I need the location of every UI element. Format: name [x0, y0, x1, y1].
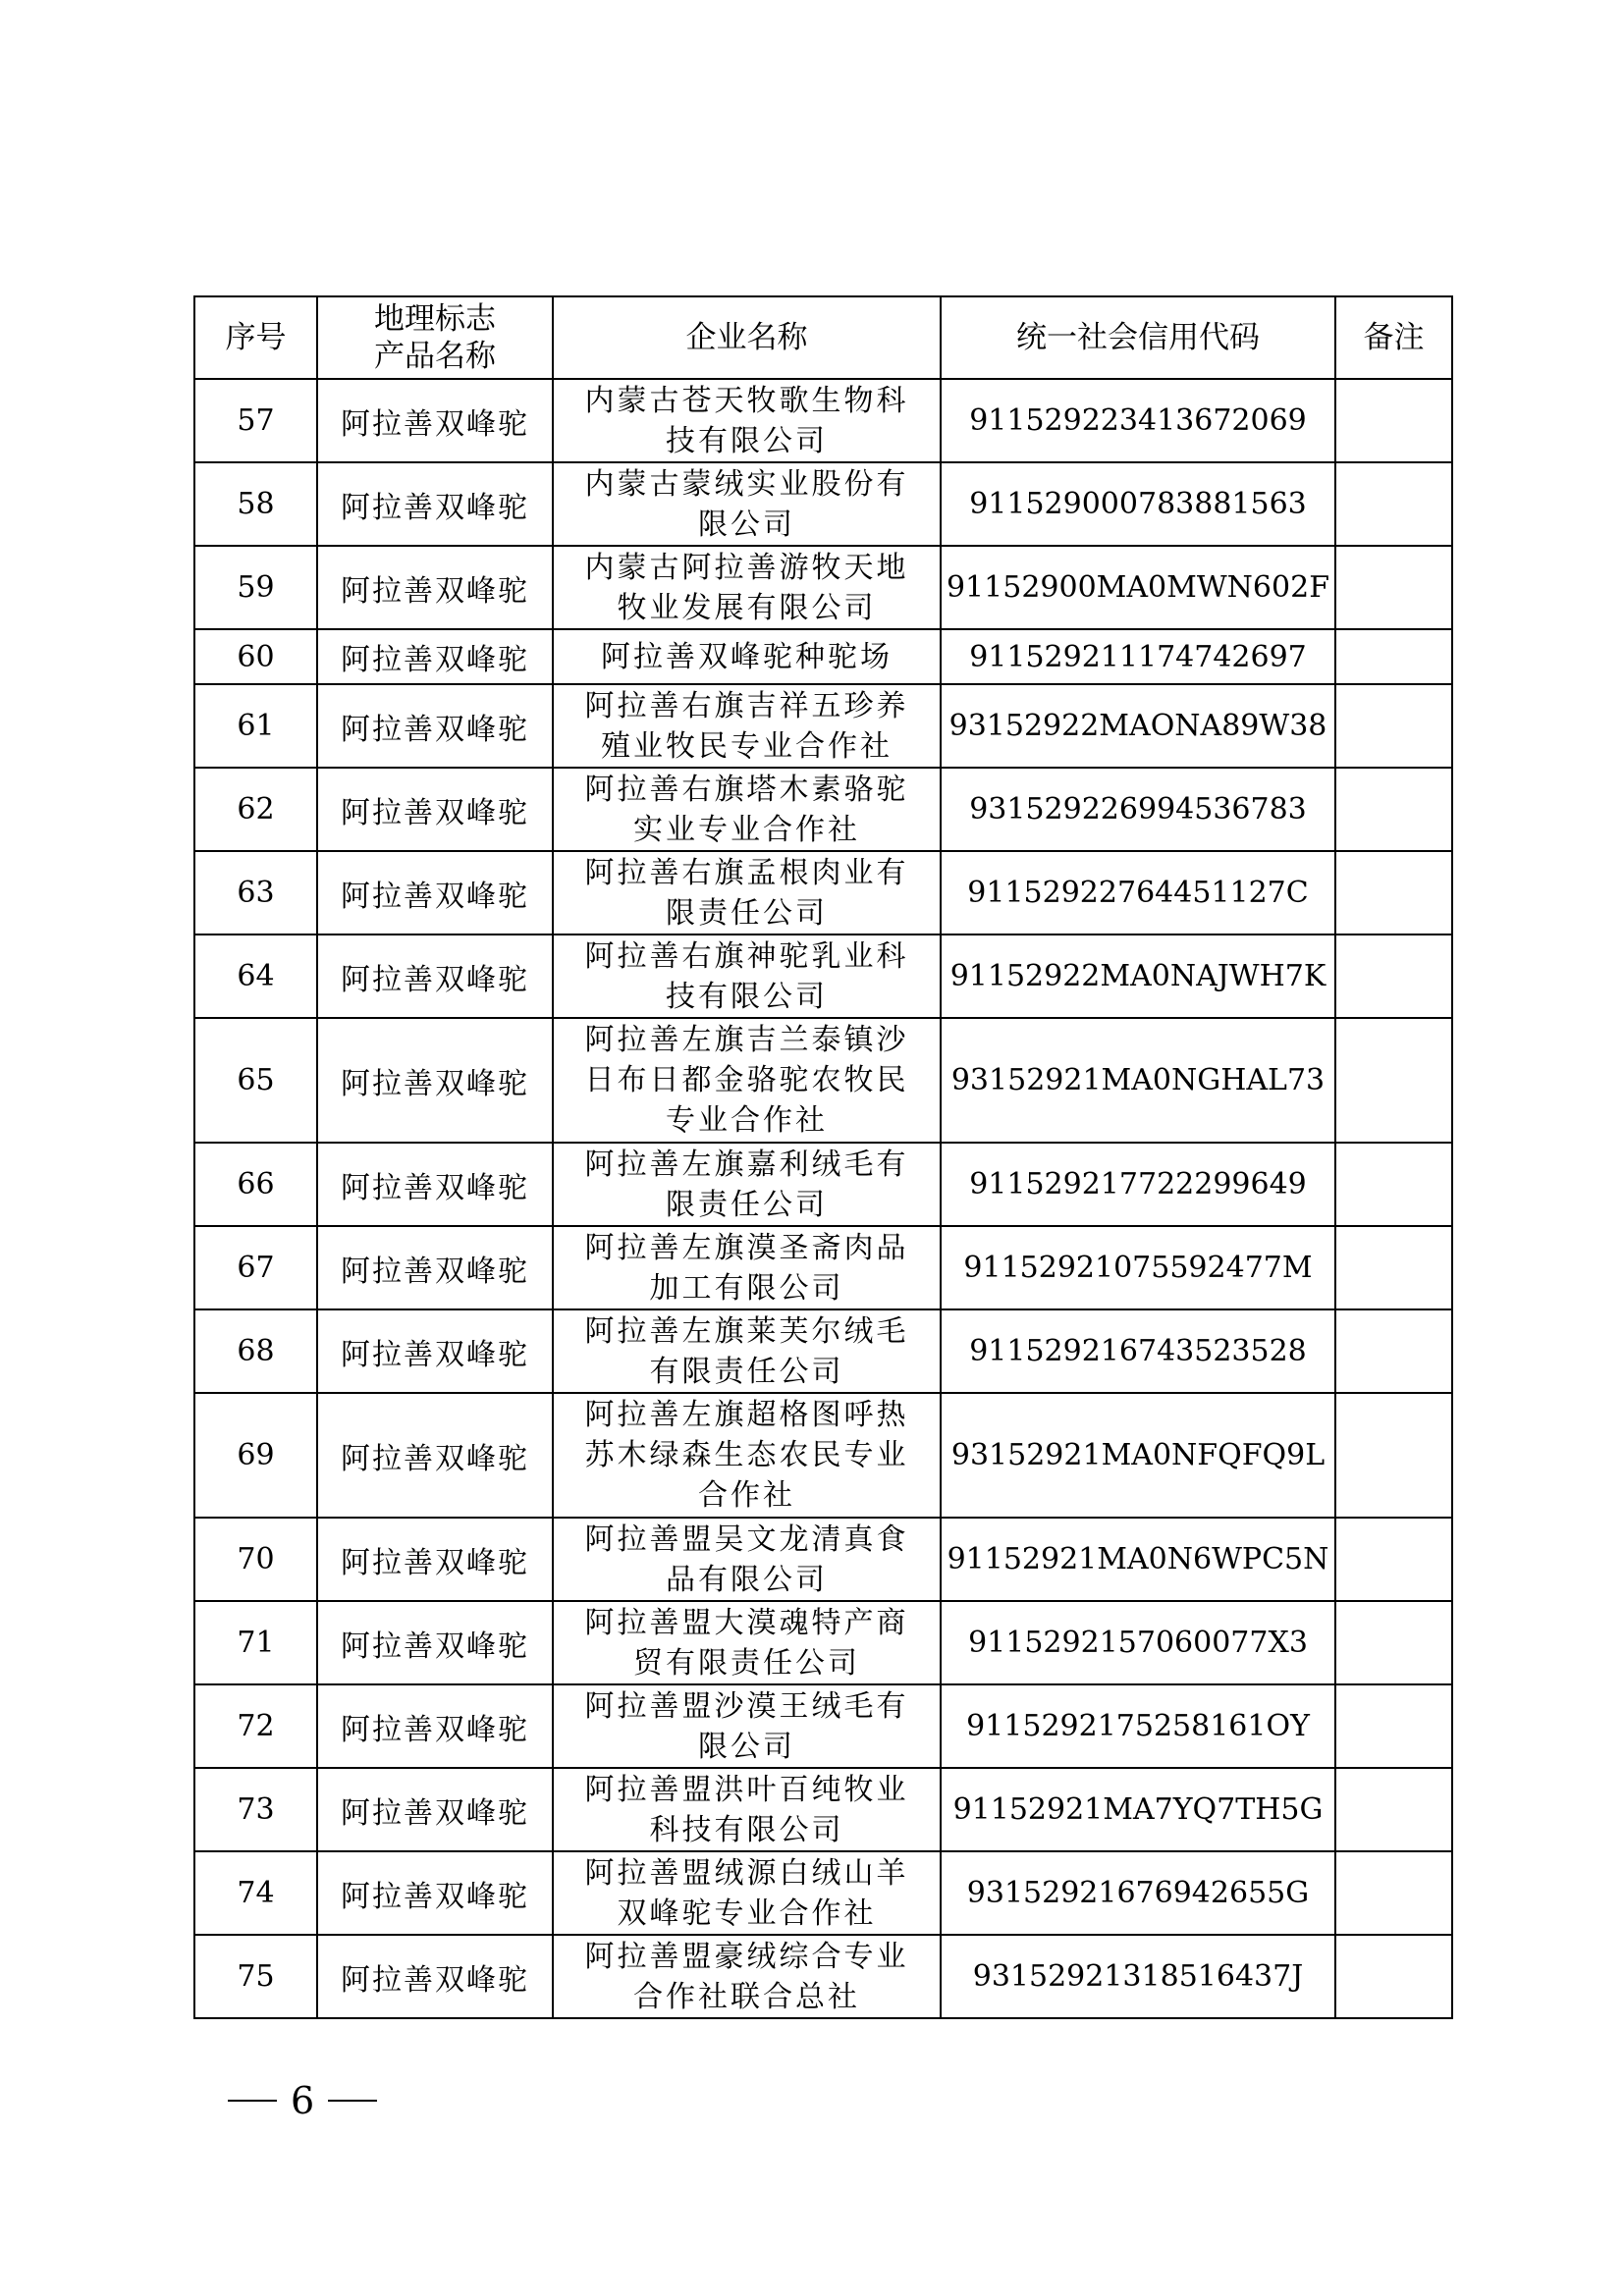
table-body: [194, 379, 1452, 2018]
company-name-line: 品有限公司: [666, 1562, 828, 1597]
company-name-line: 阿拉善左旗吉兰泰镇沙: [584, 1023, 909, 1057]
table-row: [194, 546, 1452, 629]
table-row: [194, 851, 1452, 934]
company-name-line: 实业专业合作社: [633, 812, 860, 847]
company-name-line: 阿拉善盟豪绒综合专业: [584, 1939, 909, 1974]
row-product: 阿拉善双峰驼: [317, 851, 553, 934]
company-name-line: 限公司: [698, 507, 795, 542]
row-company-name: [553, 1601, 941, 1684]
company-name-line: 阿拉善右旗吉祥五珍养: [584, 688, 909, 723]
company-name-line: 限责任公司: [666, 1187, 828, 1222]
row-credit-code: 91152900MA0MWN602F: [941, 546, 1335, 629]
row-note: [1335, 934, 1452, 1018]
row-company-name: [553, 684, 941, 768]
row-company-name: [553, 1143, 941, 1226]
row-company-name: [553, 1226, 941, 1309]
row-seq: 61: [194, 684, 317, 768]
row-product: 阿拉善双峰驼: [317, 768, 553, 851]
company-name-line: 阿拉善盟绒源白绒山羊: [584, 1855, 909, 1891]
row-note: [1335, 546, 1452, 629]
row-company-name: [553, 1684, 941, 1768]
row-credit-code: 9115292157060077X3: [941, 1601, 1335, 1684]
company-name-line: 专业合作社: [666, 1103, 828, 1138]
row-credit-code: 911529217722299649: [941, 1143, 1335, 1226]
company-name-line: 阿拉善左旗漠圣斋肉品: [584, 1230, 909, 1265]
row-credit-code: 911529223413672069: [941, 379, 1335, 462]
row-credit-code: 911529216743523528: [941, 1309, 1335, 1393]
company-name-line: 贸有限责任公司: [633, 1645, 860, 1681]
table-row: [194, 1684, 1452, 1768]
row-note: [1335, 851, 1452, 934]
row-seq: 71: [194, 1601, 317, 1684]
row-seq: 69: [194, 1393, 317, 1518]
row-product: 阿拉善双峰驼: [317, 1393, 553, 1518]
company-name-line: 内蒙古苍天牧歌生物科: [584, 383, 909, 418]
row-seq: 70: [194, 1518, 317, 1601]
row-credit-code: 93152922MAONA89W38: [941, 684, 1335, 768]
footer-dash-left: [228, 2100, 277, 2102]
row-note: [1335, 768, 1452, 851]
row-product: 阿拉善双峰驼: [317, 629, 553, 684]
table-row: [194, 1309, 1452, 1393]
company-name-line: 殖业牧民专业合作社: [601, 728, 893, 764]
table-row: [194, 379, 1452, 462]
row-product: 阿拉善双峰驼: [317, 1684, 553, 1768]
row-note: [1335, 1226, 1452, 1309]
table-row: [194, 1226, 1452, 1309]
header-product-line1: 地理标志: [374, 301, 496, 337]
company-name-line: 限公司: [698, 1729, 795, 1764]
company-name-line: 阿拉善盟沙漠王绒毛有: [584, 1688, 909, 1724]
row-credit-code: 931529226994536783: [941, 768, 1335, 851]
company-name-line: 有限责任公司: [649, 1354, 844, 1389]
row-credit-code: 93152921MA0NGHAL73: [941, 1018, 1335, 1143]
company-name-line: 苏木绿森生态农民专业: [584, 1438, 909, 1472]
enterprise-table: [193, 295, 1453, 2019]
row-credit-code: 91152921075592477M: [941, 1226, 1335, 1309]
table-row: [194, 934, 1452, 1018]
row-note: [1335, 1143, 1452, 1226]
row-seq: 72: [194, 1684, 317, 1768]
company-name-line: 阿拉善左旗莱芙尔绒毛: [584, 1313, 909, 1349]
row-note: [1335, 1601, 1452, 1684]
table-row: [194, 1601, 1452, 1684]
company-name-line: 阿拉善盟吴文龙清真食: [584, 1522, 909, 1557]
company-name-line: 合作社: [698, 1478, 795, 1513]
row-product: 阿拉善双峰驼: [317, 546, 553, 629]
row-note: [1335, 1768, 1452, 1851]
row-company-name: [553, 1393, 941, 1518]
company-name-line: 阿拉善双峰驼种驼场: [601, 639, 893, 674]
header-product: [317, 296, 553, 379]
row-note: [1335, 462, 1452, 546]
row-seq: 73: [194, 1768, 317, 1851]
table-row: [194, 1768, 1452, 1851]
header-note: 备注: [1335, 296, 1452, 379]
company-name-line: 日布日都金骆驼农牧民: [584, 1063, 909, 1097]
row-seq: 63: [194, 851, 317, 934]
table-row: [194, 462, 1452, 546]
company-name-line: 阿拉善左旗嘉利绒毛有: [584, 1147, 909, 1182]
company-name-line: 合作社联合总社: [633, 1979, 860, 2014]
row-seq: 68: [194, 1309, 317, 1393]
company-name-line: 科技有限公司: [649, 1812, 844, 1847]
row-company-name: [553, 629, 941, 684]
company-name-line: 双峰驼专业合作社: [617, 1896, 877, 1931]
company-name-line: 内蒙古阿拉善游牧天地: [584, 550, 909, 585]
header-seq: 序号: [194, 296, 317, 379]
header-product-line2: 产品名称: [374, 339, 496, 374]
row-seq: 62: [194, 768, 317, 851]
footer-dash-right: [328, 2100, 377, 2102]
row-product: 阿拉善双峰驼: [317, 1226, 553, 1309]
row-product: 阿拉善双峰驼: [317, 1935, 553, 2018]
row-credit-code: 93152921MA0NFQFQ9L: [941, 1393, 1335, 1518]
row-credit-code: 91152922764451127C: [941, 851, 1335, 934]
table-row: [194, 1143, 1452, 1226]
row-note: [1335, 1309, 1452, 1393]
row-credit-code: 911529211174742697: [941, 629, 1335, 684]
row-company-name: [553, 462, 941, 546]
row-credit-code: 911529000783881563: [941, 462, 1335, 546]
row-product: 阿拉善双峰驼: [317, 1143, 553, 1226]
row-company-name: [553, 1018, 941, 1143]
row-credit-code: 91152922MA0NAJWH7K: [941, 934, 1335, 1018]
row-product: 阿拉善双峰驼: [317, 934, 553, 1018]
company-name-line: 阿拉善左旗超格图呼热: [584, 1398, 909, 1432]
page-number: 6: [291, 2079, 315, 2122]
row-company-name: [553, 768, 941, 851]
row-company-name: [553, 1935, 941, 2018]
row-note: [1335, 1018, 1452, 1143]
company-name-line: 阿拉善右旗神驼乳业科: [584, 938, 909, 974]
company-name-line: 牧业发展有限公司: [617, 590, 877, 625]
page-footer: [228, 2079, 377, 2122]
row-seq: 58: [194, 462, 317, 546]
table-row: [194, 1393, 1452, 1518]
row-product: 阿拉善双峰驼: [317, 462, 553, 546]
table-row: [194, 1018, 1452, 1143]
row-product: 阿拉善双峰驼: [317, 1768, 553, 1851]
company-name-line: 阿拉善右旗孟根肉业有: [584, 855, 909, 890]
row-company-name: [553, 1518, 941, 1601]
row-product: 阿拉善双峰驼: [317, 1309, 553, 1393]
row-note: [1335, 379, 1452, 462]
company-name-line: 加工有限公司: [649, 1270, 844, 1306]
row-note: [1335, 1393, 1452, 1518]
row-product: 阿拉善双峰驼: [317, 1601, 553, 1684]
company-name-line: 阿拉善盟大漠魂特产商: [584, 1605, 909, 1640]
company-name-line: 技有限公司: [666, 423, 828, 458]
row-company-name: [553, 851, 941, 934]
table-row: [194, 684, 1452, 768]
table-row: [194, 768, 1452, 851]
row-company-name: [553, 1851, 941, 1935]
row-credit-code: 9115292175258161OY: [941, 1684, 1335, 1768]
row-company-name: [553, 546, 941, 629]
row-company-name: [553, 1768, 941, 1851]
row-note: [1335, 684, 1452, 768]
row-product: 阿拉善双峰驼: [317, 1018, 553, 1143]
row-company-name: [553, 379, 941, 462]
row-seq: 74: [194, 1851, 317, 1935]
row-note: [1335, 1684, 1452, 1768]
row-product: 阿拉善双峰驼: [317, 684, 553, 768]
row-seq: 65: [194, 1018, 317, 1143]
row-note: [1335, 1851, 1452, 1935]
row-seq: 75: [194, 1935, 317, 2018]
row-note: [1335, 629, 1452, 684]
row-credit-code: 93152921318516437J: [941, 1935, 1335, 2018]
table-row: [194, 1935, 1452, 2018]
row-seq: 67: [194, 1226, 317, 1309]
header-company: 企业名称: [553, 296, 941, 379]
company-name-line: 阿拉善盟洪叶百纯牧业: [584, 1772, 909, 1807]
row-credit-code: 91152921MA7YQ7TH5G: [941, 1768, 1335, 1851]
row-seq: 57: [194, 379, 317, 462]
row-credit-code: 93152921676942655G: [941, 1851, 1335, 1935]
row-product: 阿拉善双峰驼: [317, 1518, 553, 1601]
header-code: 统一社会信用代码: [941, 296, 1335, 379]
row-seq: 64: [194, 934, 317, 1018]
company-name-line: 阿拉善右旗塔木素骆驼: [584, 772, 909, 807]
row-seq: 60: [194, 629, 317, 684]
row-note: [1335, 1935, 1452, 2018]
table-row: [194, 1851, 1452, 1935]
row-seq: 59: [194, 546, 317, 629]
row-company-name: [553, 1309, 941, 1393]
table-header-row: [194, 296, 1452, 379]
company-name-line: 限责任公司: [666, 895, 828, 931]
company-name-line: 内蒙古蒙绒实业股份有: [584, 466, 909, 502]
row-credit-code: 91152921MA0N6WPC5N: [941, 1518, 1335, 1601]
row-company-name: [553, 934, 941, 1018]
row-product: 阿拉善双峰驼: [317, 1851, 553, 1935]
table-row: [194, 629, 1452, 684]
row-product: 阿拉善双峰驼: [317, 379, 553, 462]
row-note: [1335, 1518, 1452, 1601]
row-seq: 66: [194, 1143, 317, 1226]
table-row: [194, 1518, 1452, 1601]
company-name-line: 技有限公司: [666, 979, 828, 1014]
